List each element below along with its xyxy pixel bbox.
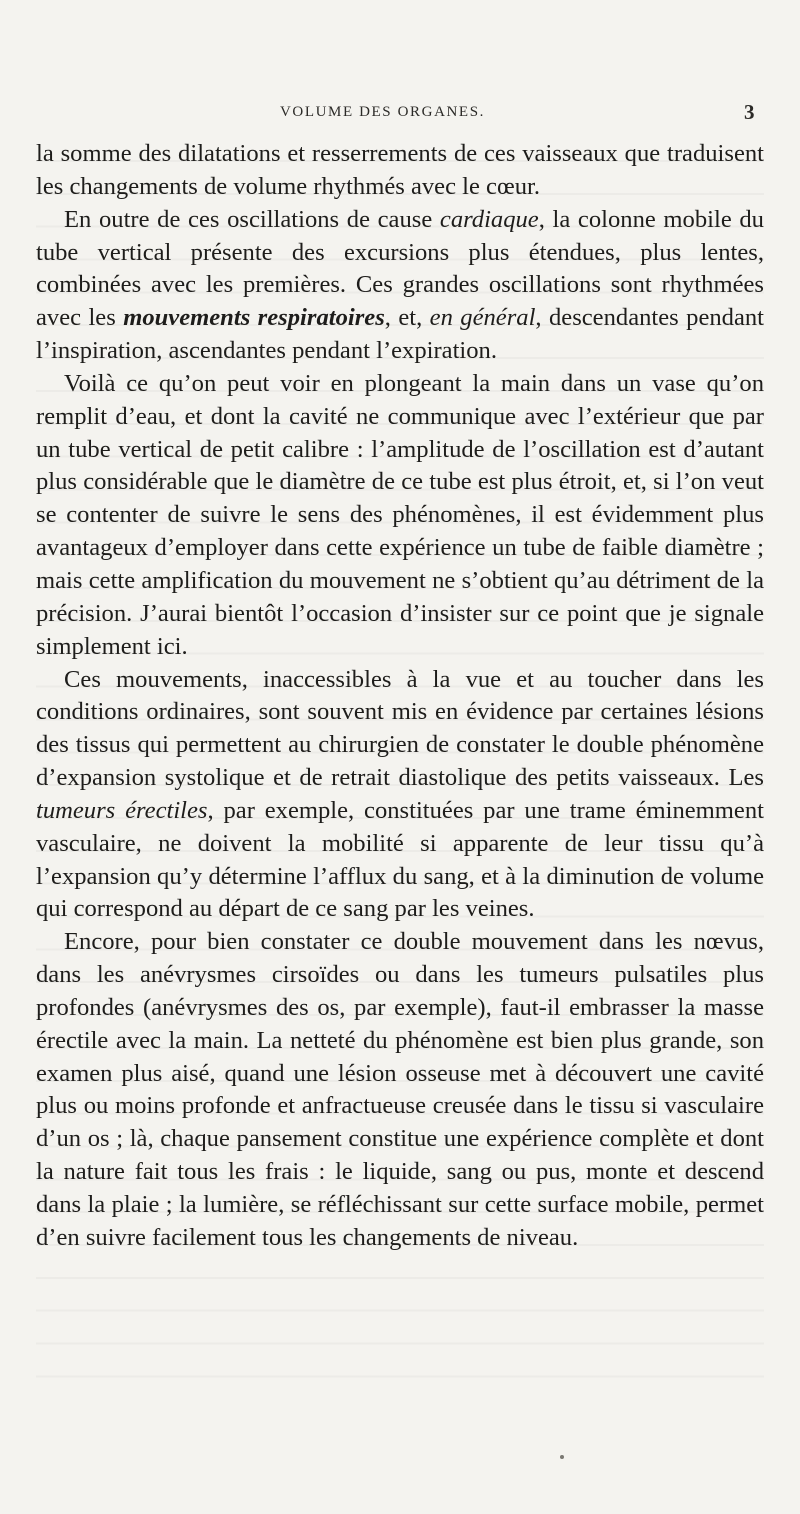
text-run: la somme des dilatations et resserrements de ces vaisseaux que traduisent les changements de volume rhythmés avec le cœur. <box>36 140 764 200</box>
paragraph <box>36 138 764 204</box>
text-run: Voilà ce qu’on peut voir en plongeant la main dans un vase qu’on remplit d’eau, et dont la cavité ne communique avec l’extérieur que par un tube vertical de petit calibre : l’amplitude de l’oscillation est d’autant plus considérable que le diamètre de ce tube est plus étroit, et, si l’on veut se contenter de suivre le sens des phénomènes, il est évidemment plus avantageux d’employer dans cette expérience un tube de faible diamètre ; mais cette amplification du mouvement ne s’obtient qu’au détriment de la précision. J’aurai bientôt l’occasion d’insister sur ce point que je signale simplement ici. <box>36 369 764 660</box>
text-run: Encore, pour bien constater ce double mouvement dans les nœvus, dans les anévrysmes cirsoïdes ou dans les tumeurs pulsatiles plus profondes (anévrysmes des os, par exemple), faut-il embrasser la masse érectile avec la main. La netteté du phénomène est bien plus grande, son examen plus aisé, quand une lésion osseuse met à découvert une cavité plus ou moins profonde et anfractueuse creusée dans le tissu si vasculaire d’un os ; là, chaque pansement constitue une expérience complète et dont la nature fait tous les frais : le liquide, sang ou pus, monte et descend dans la plaie ; la lumière, se réfléchissant sur cette surface mobile, permet d’en suivre facilement tous les changements de niveau. <box>36 928 764 1251</box>
text-run: , la colonne mobile du tube vertical présente des excursions plus étendues, plus lentes, combinées avec les premières. Ces grandes oscillations sont rhythmées avec les <box>36 205 764 332</box>
emphasis-text: mouvements respiratoires <box>123 304 385 332</box>
emphasis-text: en général <box>429 304 536 332</box>
page-number: 3 <box>744 100 755 124</box>
text-run: En outre de ces oscillations de cause <box>64 205 440 233</box>
paragraph <box>36 664 764 927</box>
text-run: , descendantes pendant l’inspiration, ascendantes pendant l’expiration. <box>36 304 764 365</box>
text-run: , par exemple, constituées par une trame éminemment vasculaire, ne doivent la mobilité si apparente de leur tissu qu’à l’expansion qu’y détermine l’afflux du sang, et à la diminution de volume qui correspond au départ de ce sang par les veines. <box>36 796 764 923</box>
running-title: VOLUME DES ORGANES. <box>280 104 485 120</box>
paragraph <box>36 204 764 368</box>
paragraph <box>36 368 764 664</box>
ink-speck <box>560 1455 564 1459</box>
text-run: Ces mouvements, inaccessibles à la vue et au toucher dans les conditions ordinaires, sont souvent mis en évidence par certaines lésions des tissus qui permettent au chirurgien de constater le double phénomène d’expansion systolique et de retrait diastolique des petits vaisseaux. Les <box>36 665 764 792</box>
emphasis-text: tumeurs érectiles <box>36 796 208 824</box>
paragraph <box>36 926 764 1254</box>
body-text <box>36 138 764 1255</box>
text-run: , et, <box>384 304 430 332</box>
emphasis-text: cardiaque <box>439 205 539 233</box>
